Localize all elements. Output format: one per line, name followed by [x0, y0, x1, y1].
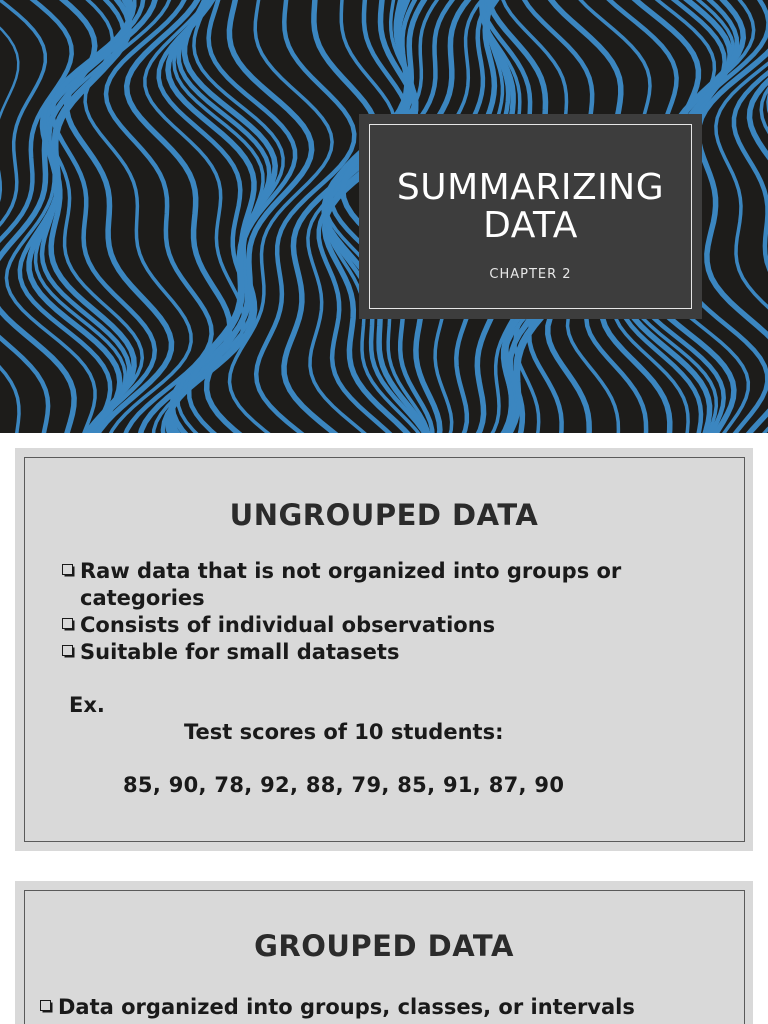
bullet-text: Consists of individual observations [80, 613, 496, 637]
bullet-item [60, 558, 700, 612]
checkbox-bullet-icon [62, 564, 73, 575]
example-label: Ex. [69, 693, 105, 717]
bullet-text: Data organized into groups, classes, or intervals [58, 995, 635, 1019]
title-line-1: SUMMARIZING [396, 167, 665, 208]
ungrouped-data-slide [15, 448, 753, 851]
bullet-text: Raw data that is not organized into groups or categories [80, 559, 622, 610]
title-box [359, 114, 702, 319]
checkbox-bullet-icon [40, 1000, 51, 1011]
swirl-line [172, 0, 275, 433]
checkbox-bullet-icon [62, 618, 73, 629]
example-caption: Test scores of 10 students: [184, 720, 504, 744]
example-values: 85, 90, 78, 92, 88, 79, 85, 91, 87, 90 [123, 773, 565, 797]
bullet-item [60, 639, 700, 666]
bullet-text: Suitable for small datasets [80, 640, 400, 664]
slide-subtitle: CHAPTER 2 [489, 267, 572, 282]
bullet-item [38, 994, 718, 1021]
slide-heading: GROUPED DATA [254, 929, 514, 963]
checkbox-bullet-icon [62, 645, 73, 656]
bullet-list [60, 558, 700, 666]
slide-heading: UNGROUPED DATA [229, 498, 539, 532]
title-box-frame [369, 124, 692, 309]
title-slide [0, 0, 768, 433]
grouped-data-slide [15, 881, 753, 1024]
title-line-2: DATA [483, 205, 578, 246]
swirl-line [0, 0, 18, 433]
bullet-item [60, 612, 700, 639]
slide-main-title [370, 169, 691, 245]
bullet-list [38, 994, 718, 1021]
